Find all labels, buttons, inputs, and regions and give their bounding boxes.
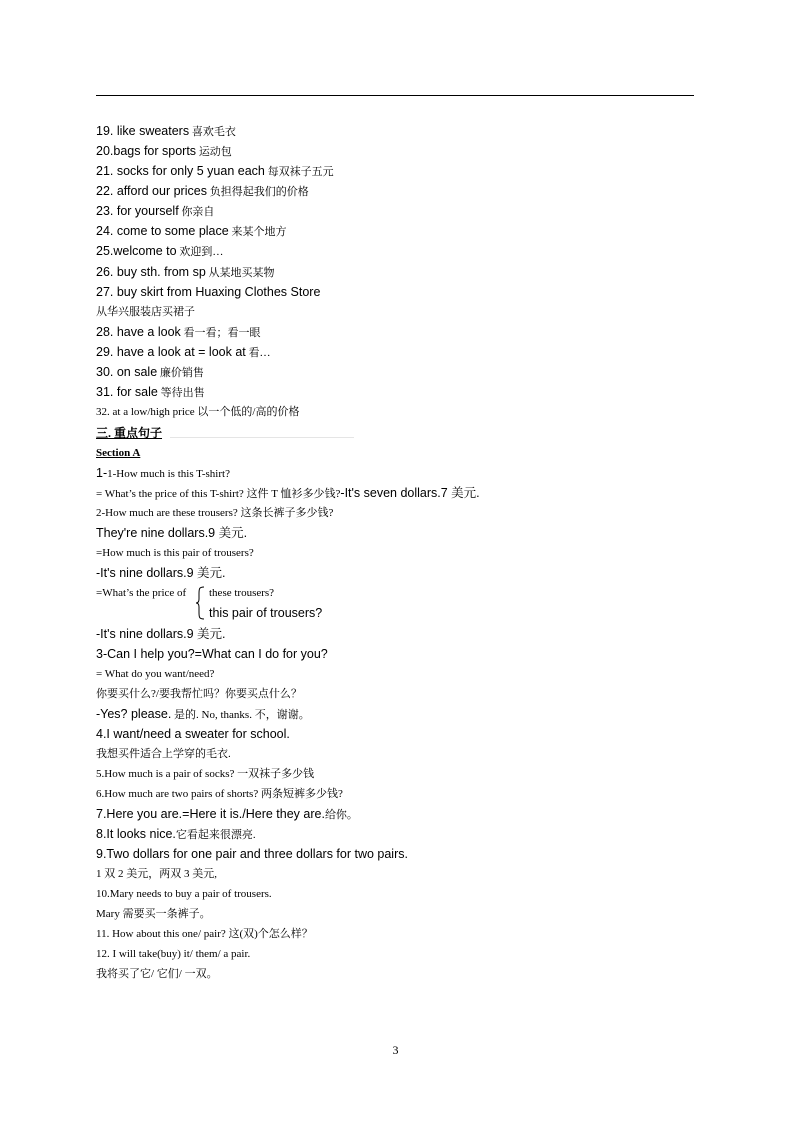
sentence-2-question: 2-How much are these trousers? 这条长裤子多少钱? [96,507,334,519]
sentence-5: 5.How much is a pair of socks? 一双袜子多少钱 [96,768,315,780]
price-of-label: =What’s the price of [96,587,187,599]
section-heading: 三. 重点句子 [96,426,163,440]
phrase-32: 32. at a low/high price 以一个低的/高的价格 [96,406,300,418]
phrase-24: 24. come to some place 来某个地方 [96,224,287,238]
phrase-21: 21. socks for only 5 yuan each 每双袜子五元 [96,164,334,178]
sentence-1-question: 1-1-How much is this T-shirt? [96,466,230,480]
phrase-28: 28. have a look 看一看；看一眼 [96,325,261,339]
phrase-31: 31. for sale 等待出售 [96,385,205,399]
phrase-25: 25.welcome to 欢迎到… [96,244,224,258]
sentence-1-alternative: = What’s the price of this T-shirt? 这件 T 恤衫多少钱?-It's seven dollars.7 美元. [96,486,480,500]
phrase-22: 22. afford our prices 负担得起我们的价格 [96,184,309,198]
phrase-30: 30. on sale 廉价销售 [96,365,204,379]
heading-rule [170,437,354,438]
sentence-3-alternative: = What do you want/need? [96,668,215,680]
section-a-title: Section A [96,447,141,459]
price-option-1: these trousers? [209,587,275,599]
price-option-2: this pair of trousers? [209,606,323,620]
sentence-2-alternative: =How much is this pair of trousers? [96,547,254,559]
phrase-20: 20.bags for sports 运动包 [96,144,232,158]
sentence-2-answer: They're nine dollars.9 美元. [96,526,248,540]
phrase-26: 26. buy sth. from sp 从某地买某物 [96,265,275,279]
sentence-6: 6.How much are two pairs of shorts? 两条短裤多少钱? [96,788,343,800]
page-number: 3 [392,1043,399,1057]
phrase-29: 29. have a look at = look at 看… [96,345,271,359]
sentence-4: 4.I want/need a sweater for school. [96,727,290,741]
sentence-7: 7.Here you are.=Here it is./Here they are.给你。 [96,807,358,821]
sentence-10-translation: Mary 需要买一条裤子。 [96,908,211,920]
sentence-12: 12. I will take(buy) it/ them/ a pair. [96,948,251,960]
sentence-3-translation: 你要买什么?/要我帮忙吗？你要买点什么？ [96,688,302,700]
header-rule [96,95,694,96]
sentence-8: 8.It looks nice.它看起来很漂亮. [96,827,256,841]
sentence-2-answer-2: -It's nine dollars.9 美元. [96,566,226,580]
sentence-3-answer: -Yes? please. 是的. No, thanks. 不，谢谢。 [96,707,310,721]
phrase-27: 27. buy skirt from Huaxing Clothes Store [96,285,321,299]
sentence-12-translation: 我将买了它/ 它们/ 一双。 [96,968,218,980]
phrase-27-translation: 从华兴服装店买裙子 [96,306,195,318]
phrase-19: 19. like sweaters 喜欢毛衣 [96,124,236,138]
sentence-9-translation: 1 双 2 美元，两双 3 美元, [96,868,217,880]
sentence-9: 9.Two dollars for one pair and three dollars for two pairs. [96,847,408,861]
sentence-3-question: 3-Can I help you?=What can I do for you? [96,647,328,661]
phrase-23: 23. for yourself 你亲自 [96,204,215,218]
sentence-4-translation: 我想买件适合上学穿的毛衣. [96,748,231,760]
curly-brace-icon [195,586,205,620]
sentence-11: 11. How about this one/ pair? 这(双)个怎么样？ [96,928,313,940]
sentence-10: 10.Mary needs to buy a pair of trousers. [96,888,272,900]
sentence-2-answer-3: -It's nine dollars.9 美元. [96,627,226,641]
